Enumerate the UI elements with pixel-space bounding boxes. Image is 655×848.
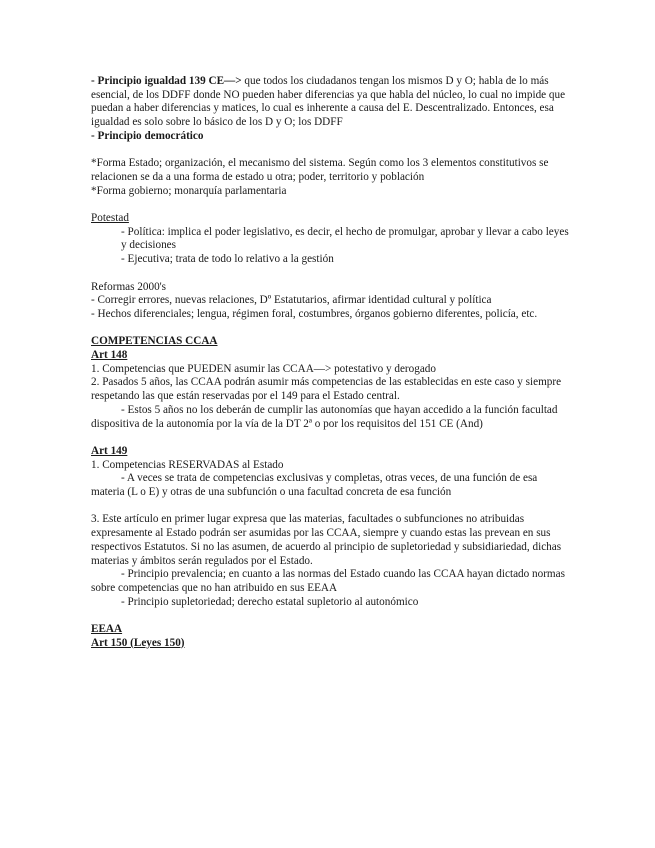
competencias-heading: COMPETENCIAS CCAA [91,335,218,348]
principio-supletoriedad-item: - Principio supletoriedad; derecho estatal supletorio al autonómico [121,595,419,608]
principio-prevalencia-item: - Principio prevalencia; en cuanto a las normas del Estado cuando las CCAA hayan dictado normas sobre competencias que no han atribuido en sus EEAA [91,568,565,594]
art-148-heading: Art 148 [91,349,128,361]
spacer [91,500,571,514]
principio-igualdad-paragraph [91,75,571,130]
spacer [91,198,571,212]
art-148-paragraph-3: - Estos 5 años no los deberán de cumplir las autonomías que hayan accedido a la función facultad dispositiva de la autonomía por la vía de la DT 2ª o por los requisitos del 151 CE (And) [91,403,558,430]
principio-democratico: - Principio democrático [91,129,204,142]
art-149-paragraph-3: 3. Este artículo en primer lugar expresa que las materias, facultades o subfunciones no atribuidas expresamente al Estado podrán ser asumidas por las CCAA, siempre y cuando estas las prevean en sus respectivos Estatutos. Si no las asumen, de acuerdo al principio de supletoriedad y subsidiariedad, dichas materias y ámbitos serán regulados por el Estado. [91,513,562,567]
art-149-paragraph-1: 1. Competencias RESERVADAS al Estado [91,458,284,471]
art-149-heading: Art 149 [91,444,128,457]
reformas-heading: Reformas 2000's [91,280,167,293]
spacer [91,431,571,445]
forma-estado-paragraph: *Forma Estado; organización, el mecanismo del sistema. Según como los 3 elementos constitutivos se relacionen se da a una forma de estado u otra; poder, territorio y población [91,157,549,183]
spacer [91,144,571,158]
forma-gobierno-paragraph: *Forma gobierno; monarquía parlamentaria [91,184,287,197]
art-148-paragraph-1: 1. Competencias que PUEDEN asumir las CCAA—> potestativo y derogado [91,362,436,375]
art-150-heading: Art 150 (Leyes 150) [91,636,185,649]
reformas-item-1: - Corregir errores, nuevas relaciones, Dº Estatutarios, afirmar identidad cultural y política [91,294,492,307]
potestad-politica-item: - Política: implica el poder legislativo, es decir, el hecho de promulgar, aprobar y llevar a cabo leyes y decisiones [121,225,569,252]
potestad-heading: Potestad [91,212,129,224]
document-page [91,75,571,650]
art-148-paragraph-2: 2. Pasados 5 años, las CCAA podrán asumir más competencias de las establecidas en este caso y siempre respetando las que están reservadas por el 149 para el Estado central. [91,376,562,403]
principio-igualdad-label: - Principio igualdad 139 CE—> [91,75,242,87]
spacer [91,609,571,623]
principio-igualdad-text: que todos los ciudadanos tengan los mismos D y O; habla de lo más esencial, de los DDFF donde NO pueden haber diferencias ya que habla del núcleo, lo cual no impide que puedan a haber diferencias y matices, lo cual es inherente a causa del E. Descentralizado. Entonces, esa igualdad es solo sobre lo básico de los D y O; los DDFF [91,75,566,129]
eeaa-heading: EEAA [91,623,123,636]
reformas-item-2: - Hechos diferenciales; lengua, régimen foral, costumbres, órganos gobierno diferentes, policía, etc. [91,307,538,320]
potestad-ejecutiva-item: - Ejecutiva; trata de todo lo relativo a la gestión [121,253,334,266]
art-149-paragraph-2: - A veces se trata de competencias exclusivas y completas, otras veces, de una función de esa materia (L o E) y otras de una subfunción o una facultad concreta de esa función [91,472,538,499]
spacer [91,267,571,281]
spacer [91,322,571,336]
